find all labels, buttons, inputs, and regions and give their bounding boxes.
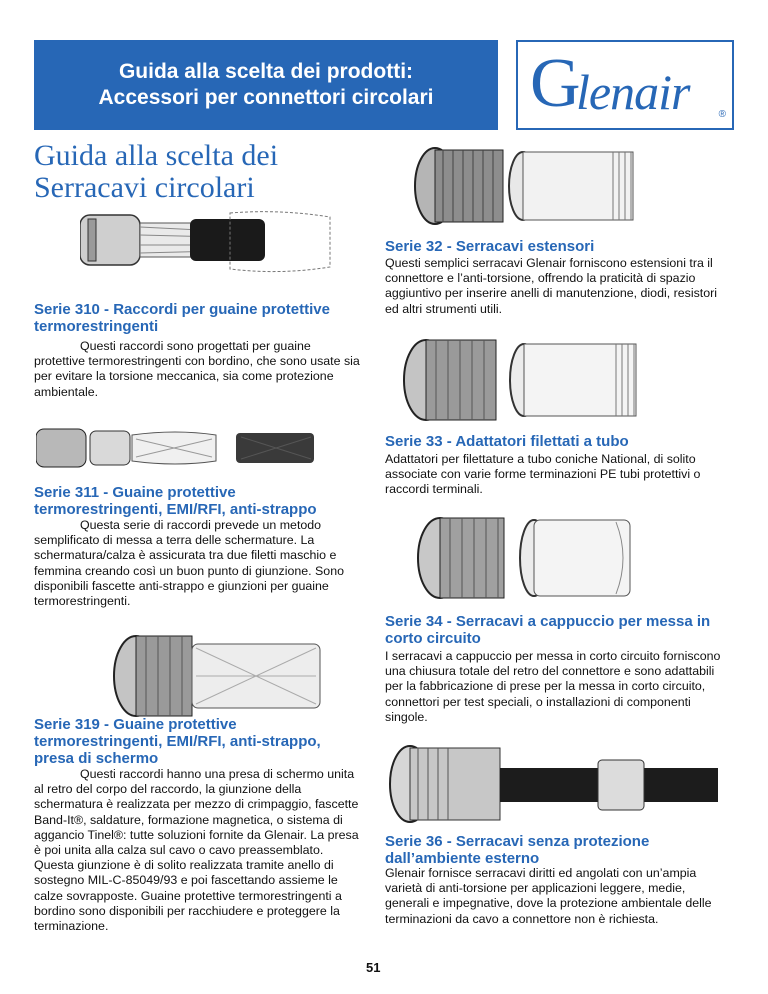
series-34-body: I serracavi a cappuccio per messa in corto circuito forniscono una chiusura totale del retro del connettore e sono adattabili per la fabbricazione di prese per la messa in corto circuito, connettori per test speciali, o installazioni di componenti singole. xyxy=(385,649,721,724)
series-33-title: Serie 33 - Adattatori filettati a tubo xyxy=(385,433,629,450)
series-310-title: Serie 310 - Raccordi per guaine protettive termorestringenti xyxy=(34,301,330,335)
header-banner xyxy=(34,40,498,130)
series-36-body: Glenair fornisce serracavi diritti ed angolati con un’ampia varietà di anti-torsione per applicazioni leggere, medie, generali e impegnative, dove la protezione ambientale delle terminazioni da cavo a connettore non è richiesta. xyxy=(385,866,712,926)
series-319-body: Questi raccordi hanno una presa di schermo unita al retro del corpo del raccordo, la giunzione della schermatura è realizzata per mezzo di crimpaggio, fascette Band-It®, saldature, formazione magnetica, o sistema di aggancio Tinel®: tutte soluzioni fornite da Glenair. La presa è poi unita alla calza sul cavo o cavo preassemblato. Questa giunzione è di solito realizzata tramite anello di sostegno MIL-C-85049/93 e poi fascettando assieme le calze sovrapposte. Guaine protettive termorestringenti a bordino sono disponibili per racchiudere e proteggere la terminazione. xyxy=(34,767,359,934)
series-32-title: Serie 32 - Serracavi estensori xyxy=(385,238,595,255)
banner-title-line1: Guida alla scelta dei prodotti: xyxy=(118,60,414,83)
series-311-illustration xyxy=(36,423,316,473)
series-36-illustration xyxy=(388,740,718,828)
series-319-illustration xyxy=(112,628,336,724)
series-32-body: Questi semplici serracavi Glenair forniscono estensioni tra il connettore e l’anti-torsione, offrendo la praticità di spazio aggiuntivo per inserire anelli di manutenzione, diodi, resistori ed altri strumenti utili. xyxy=(385,256,717,316)
series-33-illustration xyxy=(402,332,662,428)
series-310-illustration xyxy=(80,205,340,275)
page-number: 51 xyxy=(366,960,381,975)
series-34-title: Serie 34 - Serracavi a cappuccio per messa in corto circuito xyxy=(385,613,711,647)
banner-title-line2: Accessori per connettori circolari xyxy=(98,86,434,109)
series-34-illustration xyxy=(416,508,646,606)
page-title-line2: Serracavi circolari xyxy=(34,171,255,204)
glenair-logo xyxy=(516,40,734,130)
page-title-line1: Guida alla scelta dei xyxy=(34,139,279,172)
logo-registered-mark: ® xyxy=(718,109,726,120)
logo-wordmark: lenair xyxy=(576,64,690,120)
series-33-body: Adattatori per filettature a tubo coniche National, di solito associate con varie forme terminazioni PE tubi protettivi o raccordi terminali. xyxy=(385,452,701,497)
series-311-title: Serie 311 - Guaine protettive termorestringenti, EMI/RFI, anti-strappo xyxy=(34,484,317,518)
page-title xyxy=(34,140,354,204)
series-319-title: Serie 319 - Guaine protettive termorestringenti, EMI/RFI, anti-strappo, presa di schermo xyxy=(34,716,321,767)
logo-letter: G xyxy=(530,45,581,122)
series-311-body: Questa serie di raccordi prevede un metodo semplificato di messa a terra delle schermature. La schermatura/calza è assicurata tra due filetti maschio e femmina creando così un buon punto di giunzione. Sono disponibili fascette anti-strappo e giunzioni per guaine termorestringenti. xyxy=(34,518,344,609)
series-310-body: Questi raccordi sono progettati per guaine protettive termorestringenti con bordino, che sono usate sia per evitare la torsione meccanica, sia come protezione ambientale. xyxy=(34,339,360,399)
series-32-illustration xyxy=(413,140,653,232)
series-36-title: Serie 36 - Serracavi senza protezione dall’ambiente esterno xyxy=(385,833,650,867)
